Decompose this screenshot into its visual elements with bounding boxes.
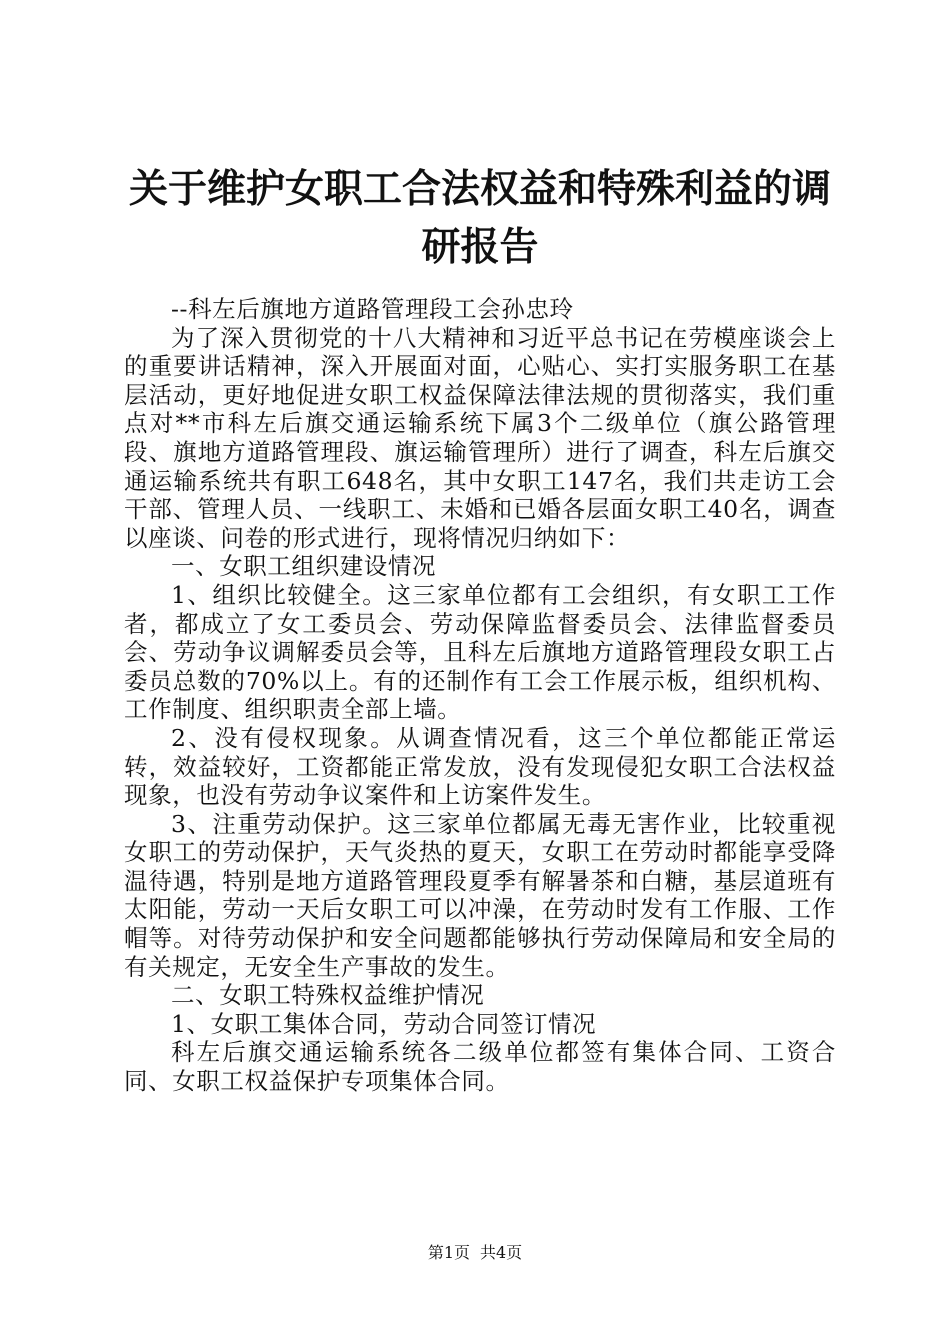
paragraph-2-1: 科左后旗交通运输系统各二级单位都签有集体合同、工资合同、女职工权益保护专项集体合同。 [124,1038,836,1096]
document-title: 关于维护女职工合法权益和特殊利益的调研报告 [128,166,831,270]
document-body [124,295,836,1096]
subheading-2-1: 1、女职工集体合同，劳动合同签订情况 [171,1009,597,1038]
page-number: 第1页 [427,1243,470,1262]
section-heading-1: 一、女职工组织建设情况 [171,552,437,581]
paragraph-1-2: 2、没有侵权现象。从调查情况看，这三个单位都能正常运转，效益较好，工资都能正常发放，没有发现侵犯女职工合法权益现象，也没有劳动争议案件和上访案件发生。 [124,723,836,810]
author-line: --科左后旗地方道路管理段工会孙忠玲 [171,295,574,323]
page-total: 共4页 [480,1243,523,1262]
page-footer [0,1243,950,1263]
paragraph-1-1: 1、组织比较健全。这三家单位都有工会组织，有女职工工作者，都成立了女工委员会、劳动保障监督委员会、法律监督委员会、劳动争议调解委员会等，且科左后旗地方道路管理段女职工占委员总数的70%以上。有的还制作有工会工作展示板，组织机构、工作制度、组织职责全部上墙。 [124,580,836,724]
section-heading-2: 二、女职工特殊权益维护情况 [171,981,485,1010]
paragraph-1-3: 3、注重劳动保护。这三家单位都属无毒无害作业，比较重视女职工的劳动保护，天气炎热的夏天，女职工在劳动时都能享受降温待遇，特别是地方道路管理段夏季有解暑茶和白糖，基层道班有太阳能，劳动一天后女职工可以冲澡，在劳动时发有工作服、工作帽等。对待劳动保护和安全问题都能够执行劳动保障局和安全局的有关规定，无安全生产事故的发生。 [124,809,836,981]
paragraph-intro: 为了深入贯彻党的十八大精神和习近平总书记在劳模座谈会上的重要讲话精神，深入开展面对面，心贴心、实打实服务职工在基层活动，更好地促进女职工权益保障法律法规的贯彻落实，我们重点对**市科左后旗交通运输系统下属3个二级单位（旗公路管理段、旗地方道路管理段、旗运输管理所）进行了调查，科左后旗交通运输系统共有职工648名，其中女职工147名，我们共走访工会干部、管理人员、一线职工、未婚和已婚各层面女职工40名，调查以座谈、问卷的形式进行，现将情况归纳如下： [124,323,836,552]
